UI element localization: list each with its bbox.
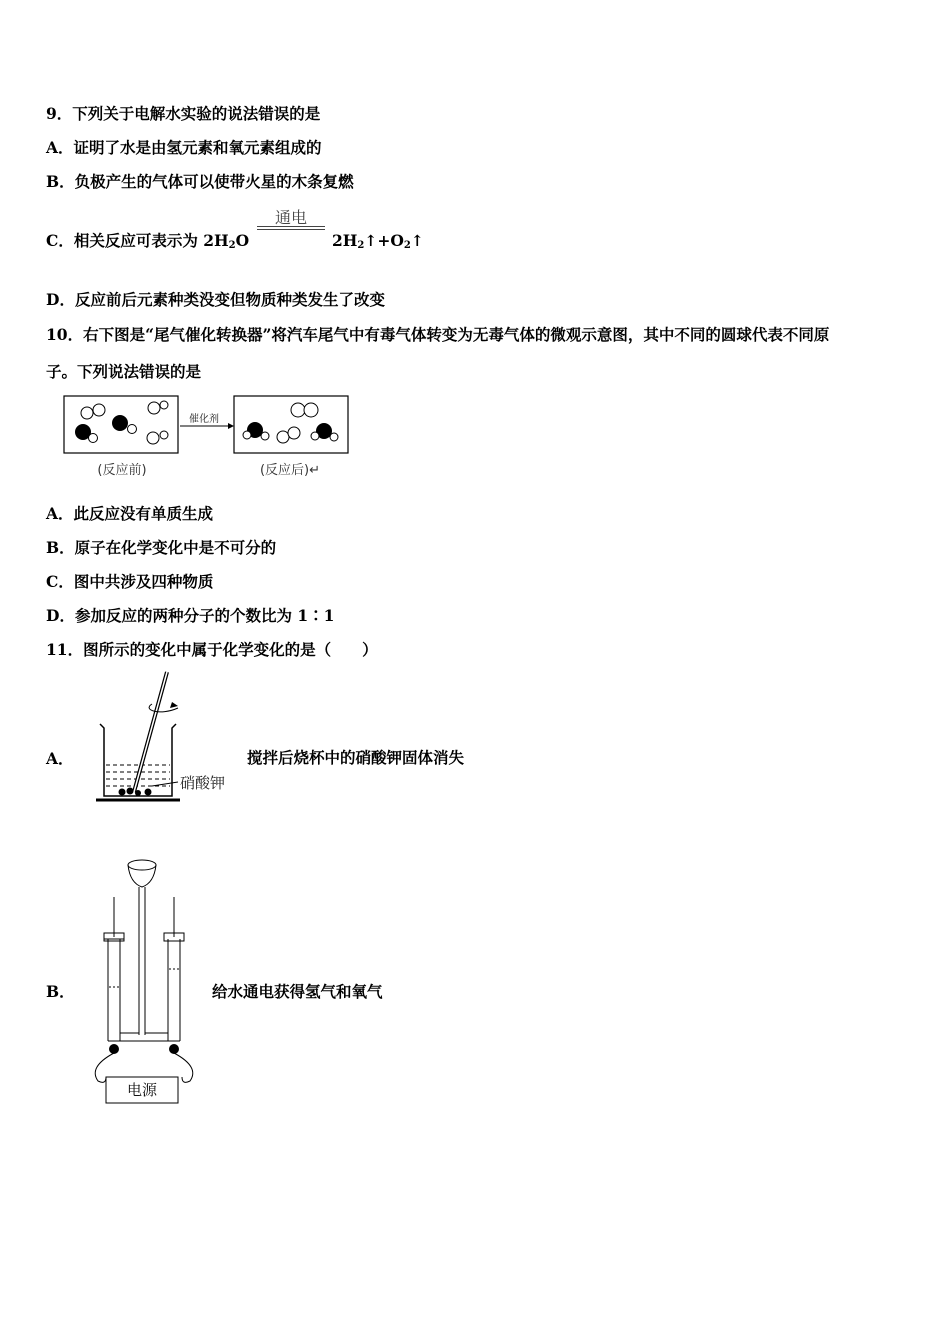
q9-stem: 9．下列关于电解水实验的说法错误的是 — [46, 104, 321, 123]
q9-c-prod-sub: 2 — [357, 240, 365, 251]
catalyst-figure — [62, 393, 352, 483]
q11-a-label: A． — [46, 749, 74, 768]
q9-c-prod-sub2: 2 — [403, 240, 411, 251]
q9-option-b: B．负极产生的气体可以使带火星的木条复燃 — [46, 172, 354, 191]
q11-b-label: B． — [46, 982, 75, 1001]
before-label: (反应前) — [97, 463, 147, 478]
q10-stem-line2: 子。下列说法错误的是 — [46, 362, 202, 381]
q9-c-sub: 2 — [228, 240, 236, 251]
beaker-figure — [92, 668, 242, 806]
potassium-nitrate-label: 硝酸钾 — [180, 774, 226, 792]
q11-a-text: 搅拌后烧杯中的硝酸钾固体消失 — [247, 748, 465, 767]
catalyst-label: 催化剂 — [189, 414, 219, 425]
power-source-label: 电源 — [126, 1081, 158, 1099]
q10-option-b: B．原子在化学变化中是不可分的 — [46, 538, 277, 557]
q9-c-o: O — [235, 231, 250, 250]
reaction-condition: 通电 — [274, 208, 307, 227]
electrolysis-figure — [84, 855, 204, 1107]
after-label: (反应后)↵ — [259, 463, 321, 478]
q9-option-d: D．反应前后元素种类没变但物质种类发生了改变 — [46, 290, 385, 309]
q11-stem: 11．图所示的变化中属于化学变化的是（ ） — [46, 640, 378, 659]
q9-option-a: A．证明了水是由氢元素和氧元素组成的 — [46, 138, 322, 157]
q9-c-prod-h: 2H — [331, 231, 358, 250]
q9-c-prod-end: ↑ — [410, 231, 424, 250]
q9-option-c — [46, 229, 424, 251]
q11-b-text: 给水通电获得氢气和氧气 — [212, 982, 383, 1001]
equation-bar-bottom — [257, 229, 325, 230]
q10-option-d: D．参加反应的两种分子的个数比为 1∶1 — [46, 606, 335, 625]
q10-option-a: A．此反应没有单质生成 — [46, 504, 214, 523]
equation-bar-top — [257, 226, 325, 227]
q10-stem-line1: 10．右下图是“尾气催化转换器”将汽车尾气中有毒气体转变为无毒气体的微观示意图，其中不同的圆球代表不同原 — [46, 325, 830, 344]
q9-c-prod-mid: ↑+O — [364, 231, 404, 250]
q9-c-prefix: C．相关反应可表示为 2H — [46, 231, 229, 250]
q10-option-c: C．图中共涉及四种物质 — [46, 572, 214, 591]
